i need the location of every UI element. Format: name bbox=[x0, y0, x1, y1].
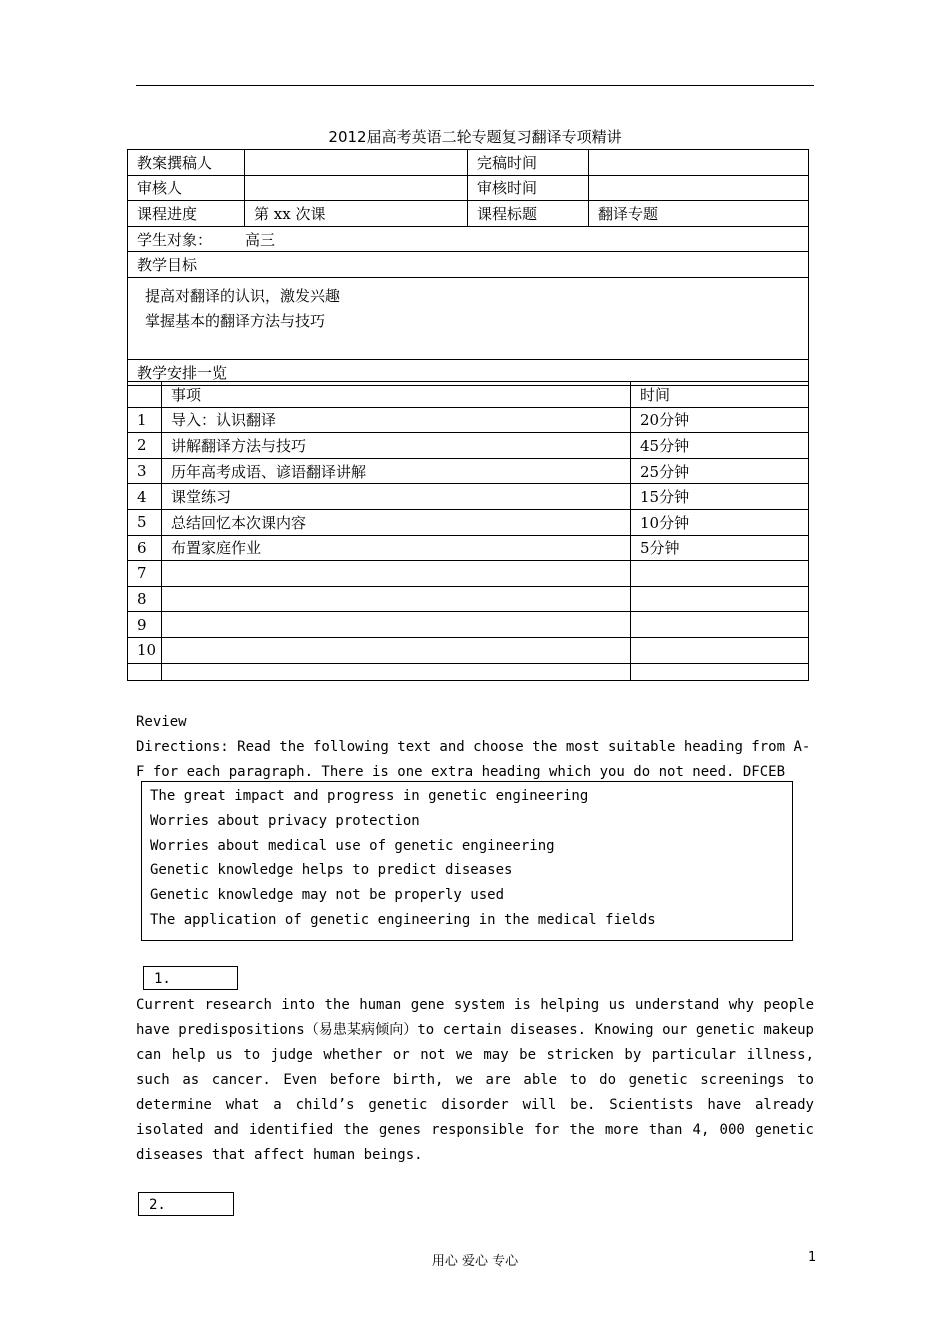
schedule-time: 5分钟 bbox=[631, 535, 809, 561]
schedule-num: 5 bbox=[128, 509, 162, 535]
schedule-num: 7 bbox=[128, 561, 162, 587]
schedule-row bbox=[128, 612, 809, 638]
schedule-row bbox=[128, 663, 809, 680]
schedule-row bbox=[128, 484, 809, 510]
schedule-item: 课堂练习 bbox=[162, 484, 631, 510]
course-info-table bbox=[127, 149, 809, 386]
goals-label: 教学目标 bbox=[128, 252, 809, 278]
author-value bbox=[245, 150, 468, 176]
paragraph-1: Current research into the human gene system is helping us understand why people have predispositions（易患某病倾向）to certain diseases. Knowing our genetic makeup can help us to judge whether or not we may be stricken by particular illness, such as cancer. Even before birth, we are able to do genetic screenings to determine what a child’s genetic disorder will be. Scientists have already isolated and identified the genes responsible for the more than 4, 000 genetic diseases that affect human beings. bbox=[136, 997, 814, 1163]
schedule-row bbox=[128, 637, 809, 663]
schedule-num: 4 bbox=[128, 484, 162, 510]
heading-option: The great impact and progress in genetic engineering bbox=[150, 788, 589, 804]
schedule-row bbox=[128, 535, 809, 561]
schedule-item: 历年高考成语、谚语翻译讲解 bbox=[162, 458, 631, 484]
schedule-item bbox=[162, 612, 631, 638]
students-label: 学生对象： bbox=[137, 230, 213, 249]
progress-label: 课程进度 bbox=[128, 201, 245, 227]
heading-option: The application of genetic engineering in the medical fields bbox=[150, 911, 656, 928]
schedule-time bbox=[631, 663, 809, 680]
schedule-time: 20分钟 bbox=[631, 407, 809, 433]
students-value: 高三 bbox=[245, 230, 276, 249]
info-row bbox=[128, 226, 809, 252]
schedule-time bbox=[631, 612, 809, 638]
goal-item: 掌握基本的翻译方法与技巧 bbox=[145, 311, 326, 330]
schedule-item: 总结回忆本次课内容 bbox=[162, 509, 631, 535]
schedule-row bbox=[128, 407, 809, 433]
directions-text: Directions: Read the following text and choose the most suitable heading from A-F for each paragraph. There is one extra heading which you do not need. DFCEB bbox=[136, 739, 811, 780]
author-label: 教案撰稿人 bbox=[128, 150, 245, 176]
schedule-item: 讲解翻译方法与技巧 bbox=[162, 433, 631, 459]
schedule-header-row bbox=[128, 382, 809, 408]
goal-item: 提高对翻译的认识，激发兴趣 bbox=[145, 286, 341, 305]
answer-box-1[interactable]: 1. bbox=[143, 966, 238, 990]
schedule-table bbox=[127, 381, 809, 681]
schedule-time: 45分钟 bbox=[631, 433, 809, 459]
schedule-num: 10 bbox=[128, 637, 162, 663]
footer-motto: 用心 爱心 专心 bbox=[431, 1254, 519, 1269]
reviewer-value bbox=[245, 175, 468, 201]
schedule-row bbox=[128, 458, 809, 484]
info-row bbox=[128, 201, 809, 227]
info-row bbox=[128, 150, 809, 176]
schedule-item bbox=[162, 663, 631, 680]
header-rule bbox=[136, 85, 814, 86]
schedule-time bbox=[631, 561, 809, 587]
schedule-time: 10分钟 bbox=[631, 509, 809, 535]
schedule-time bbox=[631, 637, 809, 663]
course-title-value: 翻译专题 bbox=[589, 201, 809, 227]
heading-option: Worries about privacy protection bbox=[150, 812, 420, 829]
plan-heading: 教学安排一览 bbox=[128, 359, 809, 385]
review-time-label: 审核时间 bbox=[468, 175, 589, 201]
info-row bbox=[128, 252, 809, 278]
review-section bbox=[136, 710, 816, 785]
heading-option: Worries about medical use of genetic engineering bbox=[150, 837, 555, 854]
document-title: 2012届高考英语二轮专题复习翻译专项精讲 bbox=[328, 128, 622, 146]
schedule-item: 导入：认识翻译 bbox=[162, 407, 631, 433]
progress-value: 第 xx 次课 bbox=[245, 201, 468, 227]
course-title-label: 课程标题 bbox=[468, 201, 589, 227]
schedule-num bbox=[128, 663, 162, 680]
answer-box-2[interactable]: 2. bbox=[138, 1192, 234, 1216]
schedule-num: 2 bbox=[128, 433, 162, 459]
review-time-value bbox=[589, 175, 809, 201]
review-label: Review bbox=[136, 714, 187, 730]
schedule-row bbox=[128, 561, 809, 587]
goals-cell bbox=[128, 277, 809, 359]
schedule-item-header: 事项 bbox=[162, 382, 631, 408]
heading-option: Genetic knowledge helps to predict diseases bbox=[150, 862, 513, 879]
schedule-num: 9 bbox=[128, 612, 162, 638]
schedule-num: 1 bbox=[128, 407, 162, 433]
schedule-time: 15分钟 bbox=[631, 484, 809, 510]
schedule-time-header: 时间 bbox=[631, 382, 809, 408]
schedule-num: 8 bbox=[128, 586, 162, 612]
headings-box bbox=[141, 781, 793, 941]
schedule-item bbox=[162, 637, 631, 663]
schedule-item: 布置家庭作业 bbox=[162, 535, 631, 561]
schedule-item bbox=[162, 586, 631, 612]
schedule-num: 3 bbox=[128, 458, 162, 484]
schedule-time bbox=[631, 586, 809, 612]
heading-option: Genetic knowledge may not be properly used bbox=[150, 887, 505, 904]
finish-time-value bbox=[589, 150, 809, 176]
schedule-num: 6 bbox=[128, 535, 162, 561]
students-cell bbox=[128, 226, 809, 252]
schedule-item bbox=[162, 561, 631, 587]
page-number: 1 bbox=[808, 1250, 817, 1265]
reviewer-label: 审核人 bbox=[128, 175, 245, 201]
schedule-time: 25分钟 bbox=[631, 458, 809, 484]
schedule-row bbox=[128, 433, 809, 459]
info-row bbox=[128, 175, 809, 201]
schedule-row bbox=[128, 509, 809, 535]
finish-time-label: 完稿时间 bbox=[468, 150, 589, 176]
schedule-num-header bbox=[128, 382, 162, 408]
schedule-row bbox=[128, 586, 809, 612]
goals-row bbox=[128, 277, 809, 359]
